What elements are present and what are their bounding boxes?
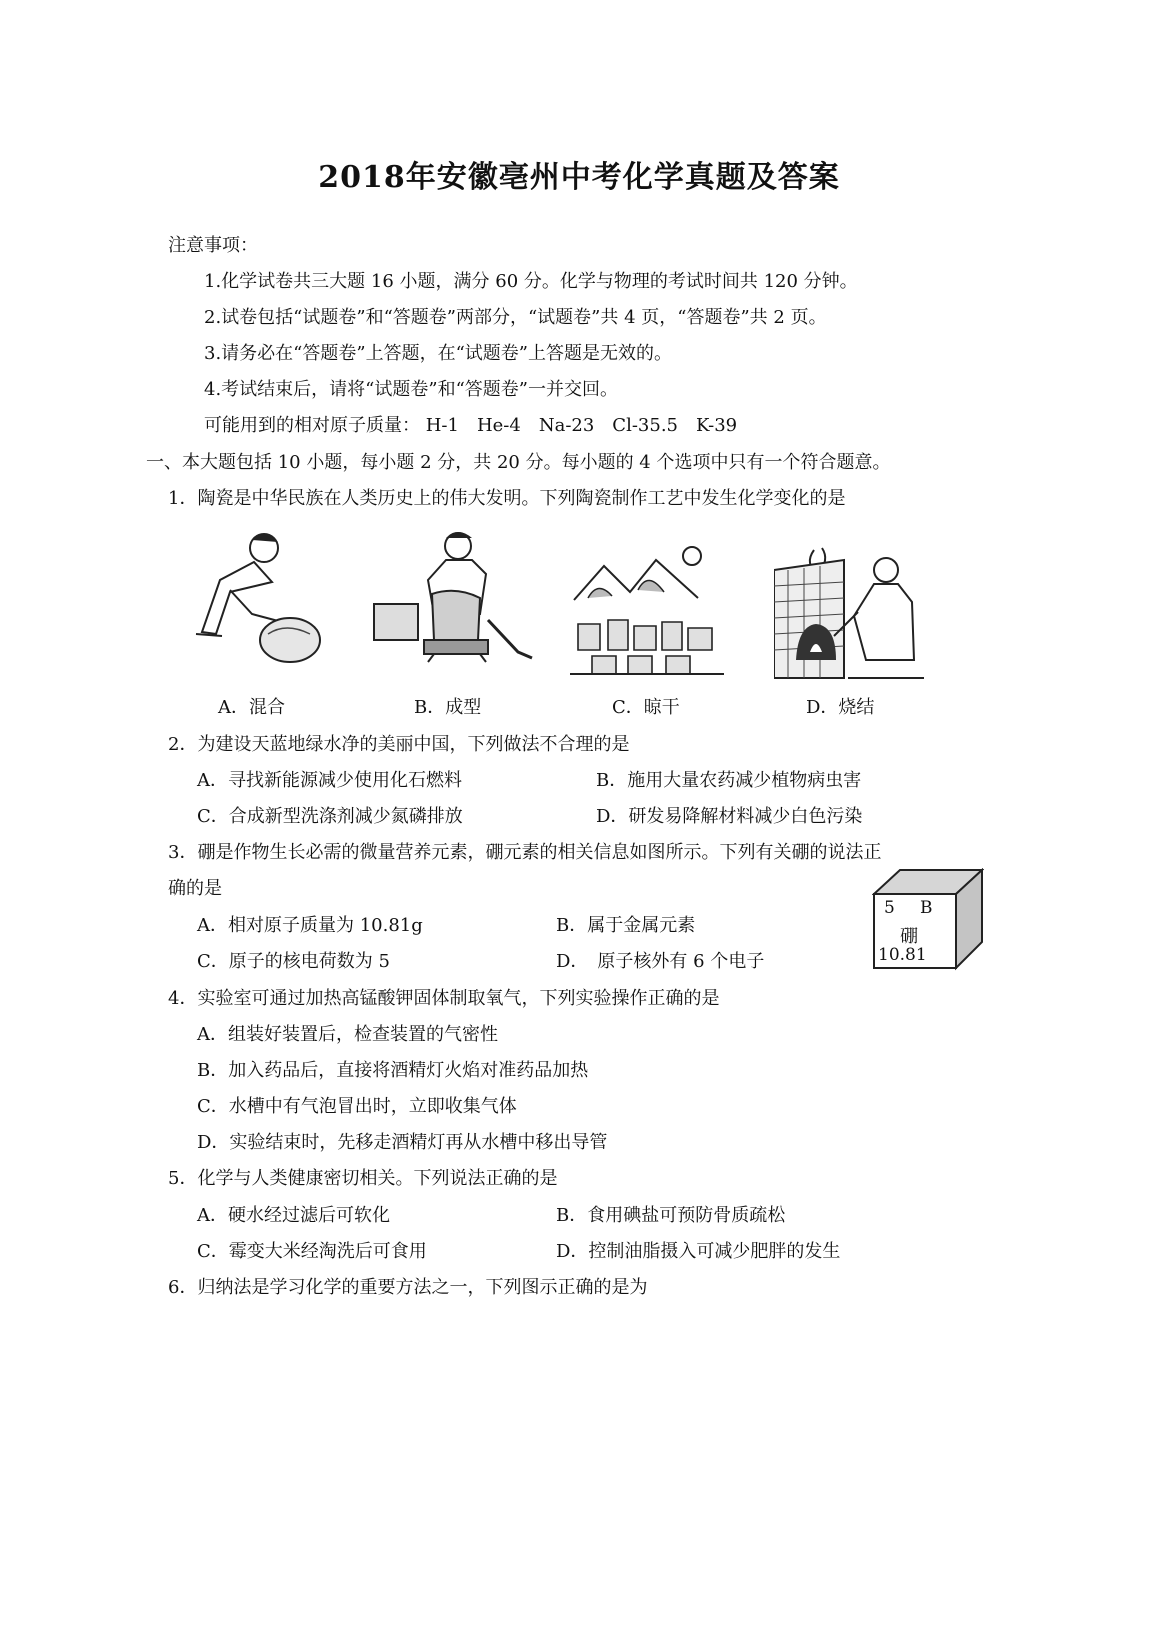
option-b: B．属于金属元素 [556,915,696,936]
option-b: B．施用大量农药减少植物病虫害 [596,770,862,791]
option-d: D．控制油脂摄入可减少肥胖的发生 [556,1241,841,1262]
notice-item-4: 4.考试结束后，请将“试题卷”和“答题卷”一并交回。 [204,379,618,400]
illustration-drying [568,540,728,680]
option-b: B．加入药品后，直接将酒精灯火焰对准药品加热 [197,1060,589,1081]
option-a: A．相对原子质量为 10.81g [197,915,423,936]
option-b: B．食用碘盐可预防骨质疏松 [556,1205,786,1226]
option-d: D．烧结 [806,697,875,718]
page-title: 2018年安徽亳州中考化学真题及答案 [318,160,840,195]
option-a: A．硬水经过滤后可软化 [197,1205,390,1226]
atomic-number: 5 [884,898,895,918]
option-d: D． 原子核外有 6 个电子 [556,951,765,972]
notice-item-3: 3.请务必在“答题卷”上答题，在“试题卷”上答题是无效的。 [204,343,672,364]
question-6-stem: 6．归纳法是学习化学的重要方法之一，下列图示正确的是为 [168,1277,648,1298]
illustration-mixing [182,522,332,672]
option-a: A．混合 [218,697,285,718]
option-c: C．晾干 [612,697,680,718]
question-4-stem: 4．实验室可通过加热高锰酸钾固体制取氧气，下列实验操作正确的是 [168,988,720,1009]
illustration-shaping [368,524,538,674]
option-c: C．水槽中有气泡冒出时，立即收集气体 [197,1096,517,1117]
question-3-stem-cont: 确的是 [168,878,222,899]
option-c: C．合成新型洗涤剂减少氮磷排放 [197,806,463,827]
option-c: C．霉变大米经淘洗后可食用 [197,1241,427,1262]
question-3-stem: 3．硼是作物生长必需的微量营养元素，硼元素的相关信息如图所示。下列有关硼的说法正 [168,842,882,863]
option-a: A．寻找新能源减少使用化石燃料 [197,770,462,791]
notice-item-2: 2.试卷包括“试题卷”和“答题卷”两部分，“试题卷”共 4 页，“答题卷”共 2 页。 [204,307,827,328]
illustration-firing [774,540,924,680]
question-5-stem: 5．化学与人类健康密切相关。下列说法正确的是 [168,1168,558,1189]
element-name: 硼 [900,926,918,947]
notice-heading: 注意事项： [168,235,258,256]
atomic-masses: 可能用到的相对原子质量： H-1 He-4 Na-23 Cl-35.5 K-39 [204,415,738,436]
question-2-stem: 2．为建设天蓝地绿水净的美丽中国，下列做法不合理的是 [168,734,630,755]
option-c: C．原子的核电荷数为 5 [197,951,390,972]
boron-element-card [872,868,992,976]
question-1-stem: 1．陶瓷是中华民族在人类历史上的伟大发明。下列陶瓷制作工艺中发生化学变化的是 [168,488,846,509]
option-a: A．组装好装置后，检查装置的气密性 [197,1024,498,1045]
option-d: D．研发易降解材料减少白色污染 [596,806,863,827]
section-1-heading: 一、本大题包括 10 小题，每小题 2 分，共 20 分。每小题的 4 个选项中只有一个符合题意。 [146,452,891,473]
notice-item-1: 1.化学试卷共三大题 16 小题，满分 60 分。化学与物理的考试时间共 120 分钟。 [204,271,858,292]
element-symbol: B [920,898,933,918]
option-d: D．实验结束时，先移走酒精灯再从水槽中移出导管 [197,1132,608,1153]
atomic-mass: 10.81 [878,945,927,965]
option-b: B．成型 [414,697,482,718]
